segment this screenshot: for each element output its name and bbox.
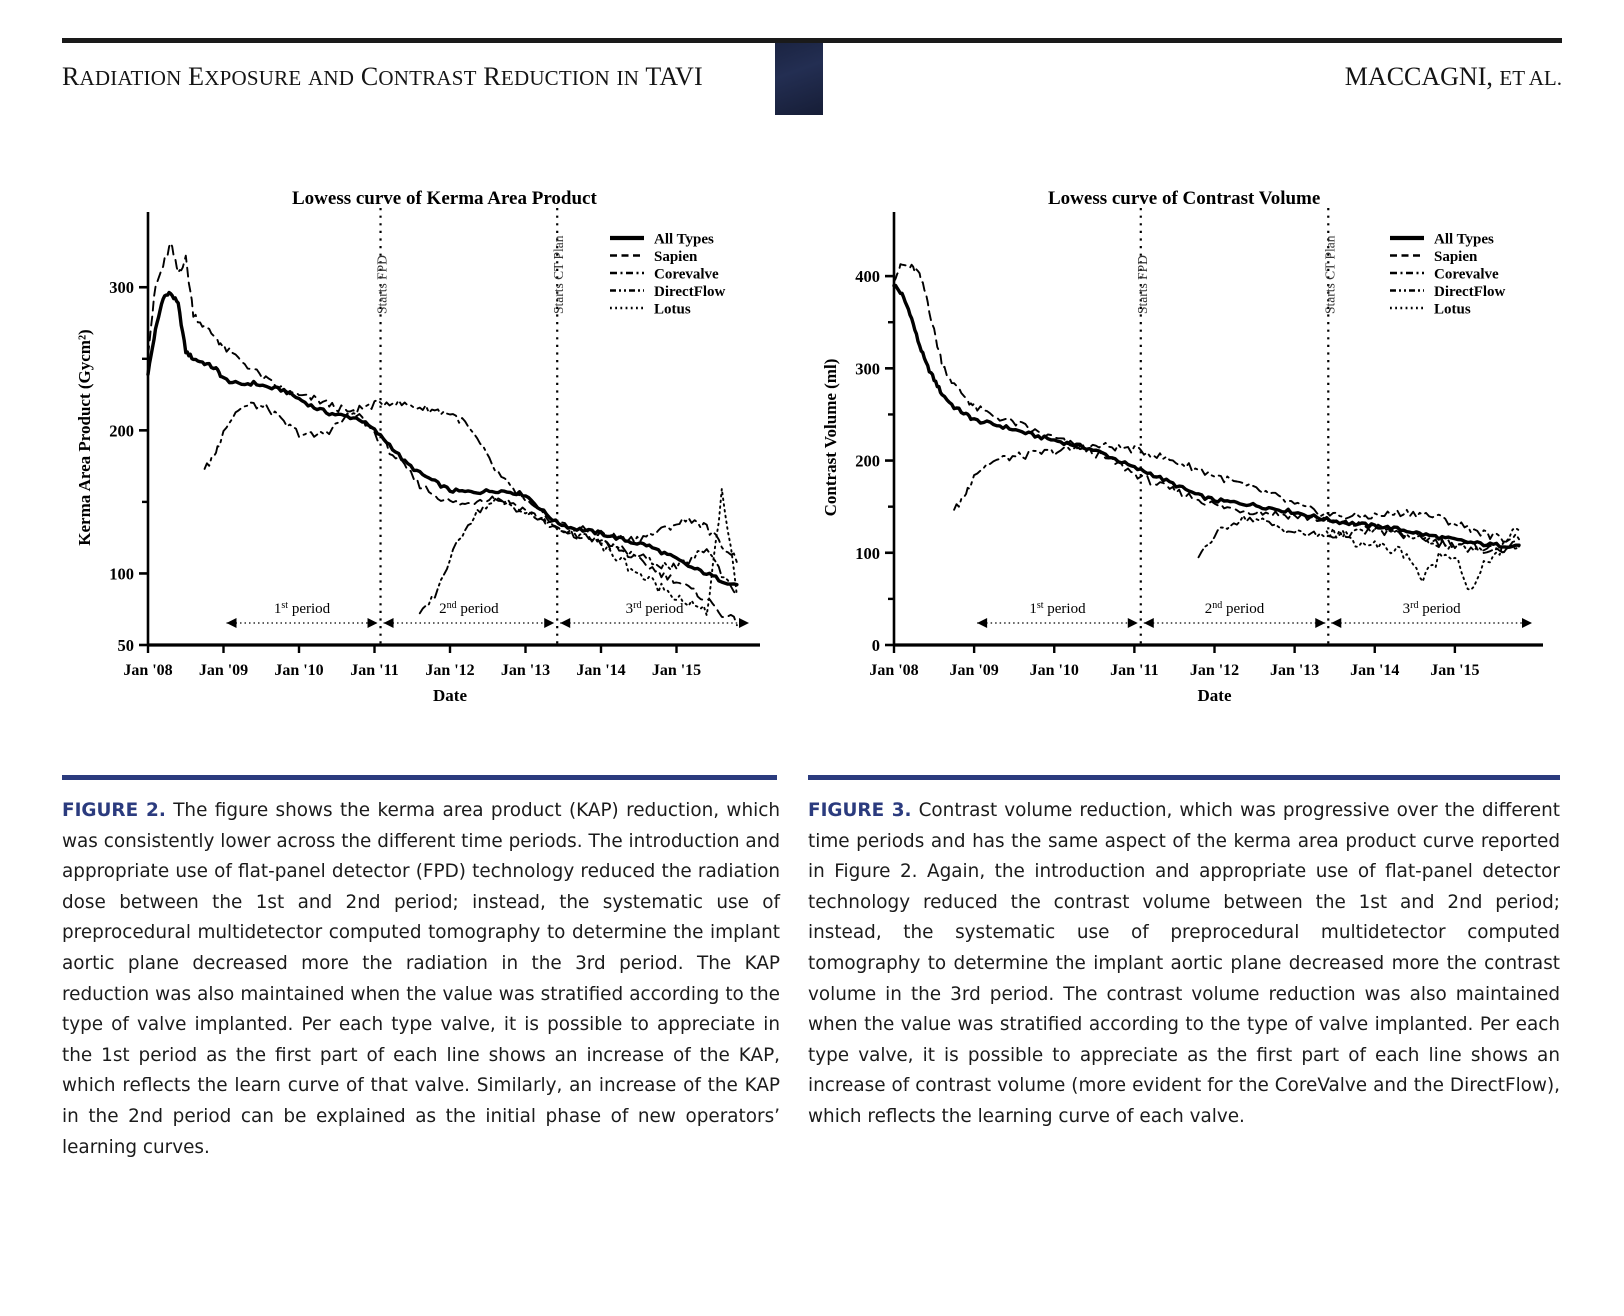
svg-text:Jan '15: Jan '15	[651, 662, 702, 679]
figure-2-panel	[62, 150, 777, 770]
svg-text:Jan '09: Jan '09	[949, 662, 999, 679]
svg-text:Jan '14: Jan '14	[576, 662, 626, 679]
legend-label-directflow: DirectFlow	[654, 284, 726, 300]
svg-text:Date: Date	[1197, 686, 1232, 705]
figure-3-panel	[808, 150, 1560, 770]
caption-rule-left	[62, 775, 777, 780]
svg-text:Jan '08: Jan '08	[869, 662, 919, 679]
legend-label-corevalve: Corevalve	[1434, 266, 1499, 283]
svg-text:2nd period: 2nd period	[439, 599, 499, 617]
author-suffix: ET AL.	[1499, 66, 1562, 90]
figure-3-caption	[808, 796, 1560, 1133]
svg-text:100: 100	[855, 543, 880, 563]
series-line-corevalve	[205, 400, 737, 562]
caption-rule-right	[808, 775, 1560, 780]
svg-text:300: 300	[109, 278, 134, 298]
chart-title-contrast: Lowess curve of Contrast Volume	[1048, 188, 1321, 209]
svg-text:Contrast Volume (ml): Contrast Volume (ml)	[821, 358, 840, 517]
svg-text:Jan '12: Jan '12	[1189, 662, 1240, 679]
author-name: MACCAGNI,	[1344, 62, 1493, 91]
svg-text:Starts CT Plan: Starts CT Plan	[551, 235, 567, 314]
series-line-sapien	[894, 264, 1519, 552]
legend-label-corevalve: Corevalve	[654, 266, 719, 283]
svg-text:Jan '09: Jan '09	[198, 662, 249, 679]
figure-2-caption	[62, 796, 780, 1163]
svg-text:Jan '15: Jan '15	[1430, 662, 1480, 679]
series-line-all-types	[894, 286, 1519, 548]
running-head-title: RADIATION EXPOSURE AND CONTRAST REDUCTION IN TAVI	[62, 62, 703, 91]
svg-text:Starts FPD: Starts FPD	[1134, 255, 1150, 314]
header-accent-tab	[775, 43, 823, 115]
svg-text:Jan '11: Jan '11	[350, 662, 399, 679]
svg-text:0: 0	[871, 636, 880, 655]
figure-2-caption-label: FIGURE 2.	[62, 800, 166, 821]
svg-text:2nd period: 2nd period	[1204, 599, 1265, 617]
svg-text:200: 200	[109, 421, 134, 441]
svg-text:3rd period: 3rd period	[1402, 599, 1461, 617]
svg-text:Jan '13: Jan '13	[1269, 662, 1320, 679]
kerma-area-product-chart	[62, 150, 777, 770]
svg-text:Starts FPD: Starts FPD	[374, 255, 390, 314]
svg-text:1st period: 1st period	[1029, 599, 1086, 617]
svg-text:400: 400	[855, 267, 880, 287]
svg-text:Date: Date	[433, 686, 467, 705]
legend-label-all-types: All Types	[654, 231, 714, 248]
svg-text:Jan '11: Jan '11	[1110, 662, 1159, 679]
running-head	[0, 0, 1624, 140]
series-line-lotus	[601, 489, 737, 616]
svg-text:Kerma Area Product (Gycm²): Kerma Area Product (Gycm²)	[75, 329, 94, 546]
figure-3-caption-label: FIGURE 3.	[808, 800, 912, 821]
svg-text:Jan '14: Jan '14	[1350, 662, 1400, 679]
svg-text:Starts CT Plan: Starts CT Plan	[1322, 235, 1338, 314]
svg-text:Jan '10: Jan '10	[1029, 662, 1079, 679]
svg-text:Jan '10: Jan '10	[274, 662, 324, 679]
series-line-directflow	[420, 499, 737, 613]
series-line-all-types	[148, 293, 737, 585]
figure-2-caption-text: The figure shows the kerma area product (KAP) reduction, which was consistently lower across the different time periods. The introduction and appropriate use of flat-panel detector (FPD) technology reduced the radiation dose between the 1st and 2nd period; instead, the systematic use of preprocedural multidetector computed tomography to determine the implant aortic plane decreased more the radiation in the 3rd period. The KAP reduction was also maintained when the value was stratified according to the type of valve implanted. Per each type valve, it is possible to appreciate in the 1st period as the first part of each line shows an increase of the KAP, which reflects the learn curve of that valve. Similarly, an increase of the KAP in the 2nd period can be explained as the initial phase of new operators’ learning curves.	[62, 800, 780, 1158]
series-line-sapien	[148, 243, 737, 625]
running-head-author	[1345, 62, 1562, 92]
legend-label-sapien: Sapien	[1434, 249, 1478, 265]
legend-label-lotus: Lotus	[1434, 301, 1471, 318]
svg-text:200: 200	[855, 451, 880, 471]
legend-label-directflow: DirectFlow	[1434, 284, 1506, 300]
svg-text:3rd period: 3rd period	[625, 599, 684, 617]
legend-label-lotus: Lotus	[654, 301, 691, 318]
svg-text:100: 100	[109, 564, 134, 584]
svg-text:Jan '08: Jan '08	[123, 662, 173, 679]
legend-label-sapien: Sapien	[654, 249, 698, 265]
svg-text:300: 300	[855, 359, 880, 379]
contrast-volume-chart	[808, 150, 1560, 770]
svg-text:Jan '13: Jan '13	[500, 662, 551, 679]
figure-3-caption-text: Contrast volume reduction, which was progressive over the different time periods and has the same aspect of the kerma area product curve reported in Figure 2. Again, the introduction and appropriate use of flat-panel detector technology reduced the contrast volume between the 1st and 2nd period; instead, the systematic use of preprocedural multidetector computed tomography to determine the implant aortic plane decreased more the contrast volume in the 3rd period. The contrast volume reduction was also maintained when the value was stratified according to the type of valve implanted. Per each type valve, it is possible to appreciate as the first part of each line shows an increase of contrast volume (more evident for the CoreValve and the DirectFlow), which reflects the learning curve of each valve.	[808, 800, 1560, 1127]
svg-text:Jan '12: Jan '12	[425, 662, 475, 679]
svg-text:1st period: 1st period	[273, 599, 331, 617]
legend-label-all-types: All Types	[1434, 231, 1494, 248]
series-line-corevalve	[954, 443, 1519, 542]
svg-text:50: 50	[117, 636, 134, 655]
chart-title-kap: Lowess curve of Kerma Area Product	[292, 188, 597, 209]
